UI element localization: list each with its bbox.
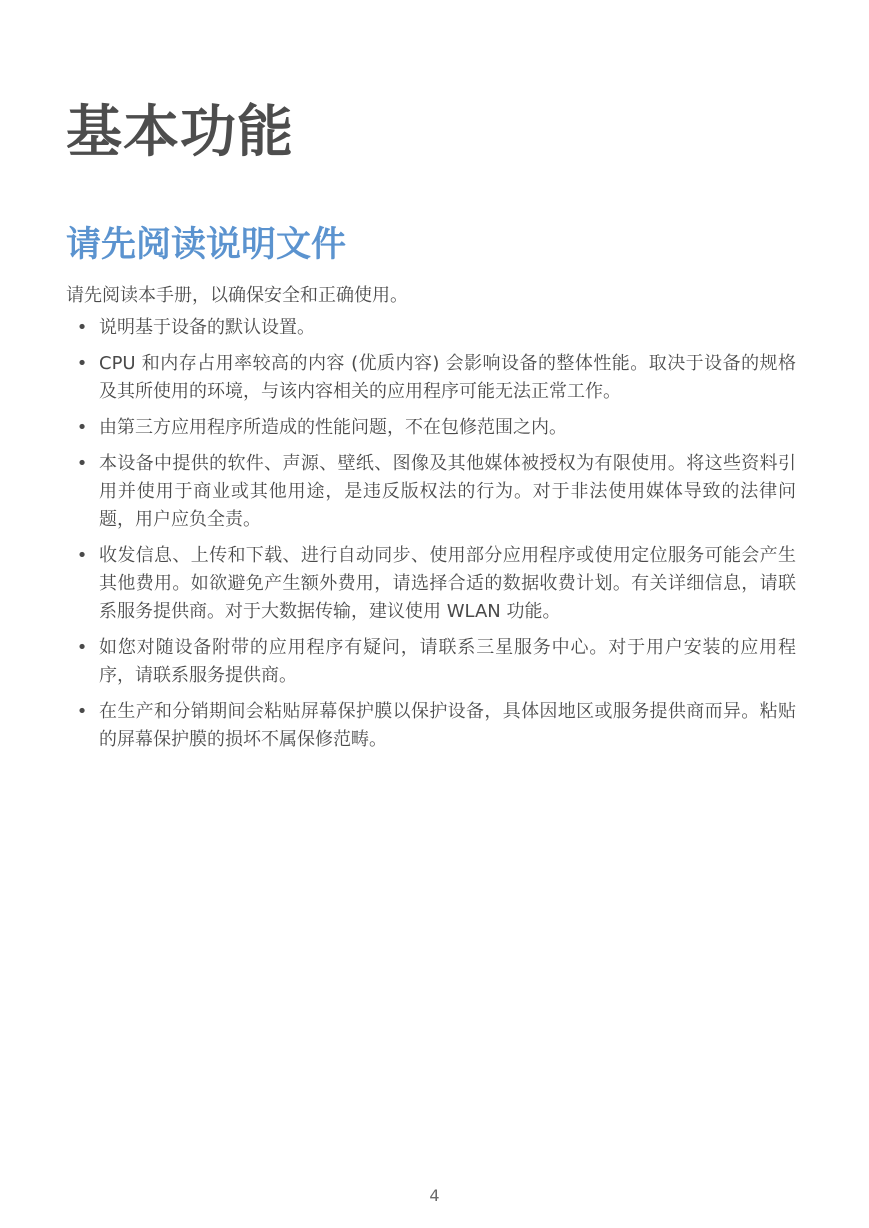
list-item: [66, 634, 796, 690]
list-item-text: 本设备中提供的软件、声源、壁纸、图像及其他媒体被授权为有限使用。将这些资料引用并使用于商业或其他用途，是违反版权法的行为。对于非法使用媒体导致的法律问题，用户应负全责。: [99, 453, 796, 530]
intro-text: 请先阅读本手册，以确保安全和正确使用。: [66, 285, 408, 306]
bullet-icon: •: [76, 701, 88, 722]
list-item-text: 收发信息、上传和下载、进行自动同步、使用部分应用程序或使用定位服务可能会产生其他费用。如欲避免产生额外费用，请选择合适的数据收费计划。有关详细信息，请联系服务提供商。对于大数据传输，建议使用 WLAN 功能。: [99, 545, 796, 622]
list-item-text: 在生产和分销期间会粘贴屏幕保护膜以保护设备，具体因地区或服务提供商而异。粘贴的屏幕保护膜的损坏不属保修范畴。: [99, 701, 796, 750]
list-item-text: 说明基于设备的默认设置。: [99, 317, 315, 338]
bullet-icon: •: [76, 317, 88, 338]
bullet-icon: •: [76, 545, 88, 566]
list-item: [66, 450, 796, 534]
list-item-text: 如您对随设备附带的应用程序有疑问，请联系三星服务中心。对于用户安装的应用程序，请联系服务提供商。: [99, 637, 796, 686]
bullet-icon: •: [76, 453, 88, 474]
bullet-icon: •: [76, 637, 88, 658]
list-item: [66, 350, 796, 406]
bullet-icon: •: [76, 353, 88, 374]
list-item: [66, 542, 796, 626]
notice-list: [66, 314, 796, 762]
section-title: 请先阅读说明文件: [66, 225, 347, 265]
bullet-icon: •: [76, 417, 88, 438]
list-item-text: CPU 和内存占用率较高的内容 (优质内容) 会影响设备的整体性能。取决于设备的规格及其所使用的环境，与该内容相关的应用程序可能无法正常工作。: [99, 353, 796, 402]
list-item: [66, 698, 796, 754]
page-title: 基本功能: [66, 100, 294, 165]
list-item-text: 由第三方应用程序所造成的性能问题，不在包修范围之内。: [99, 417, 567, 438]
page-number: 4: [429, 1186, 440, 1205]
list-item: [66, 414, 796, 442]
list-item: [66, 314, 796, 342]
